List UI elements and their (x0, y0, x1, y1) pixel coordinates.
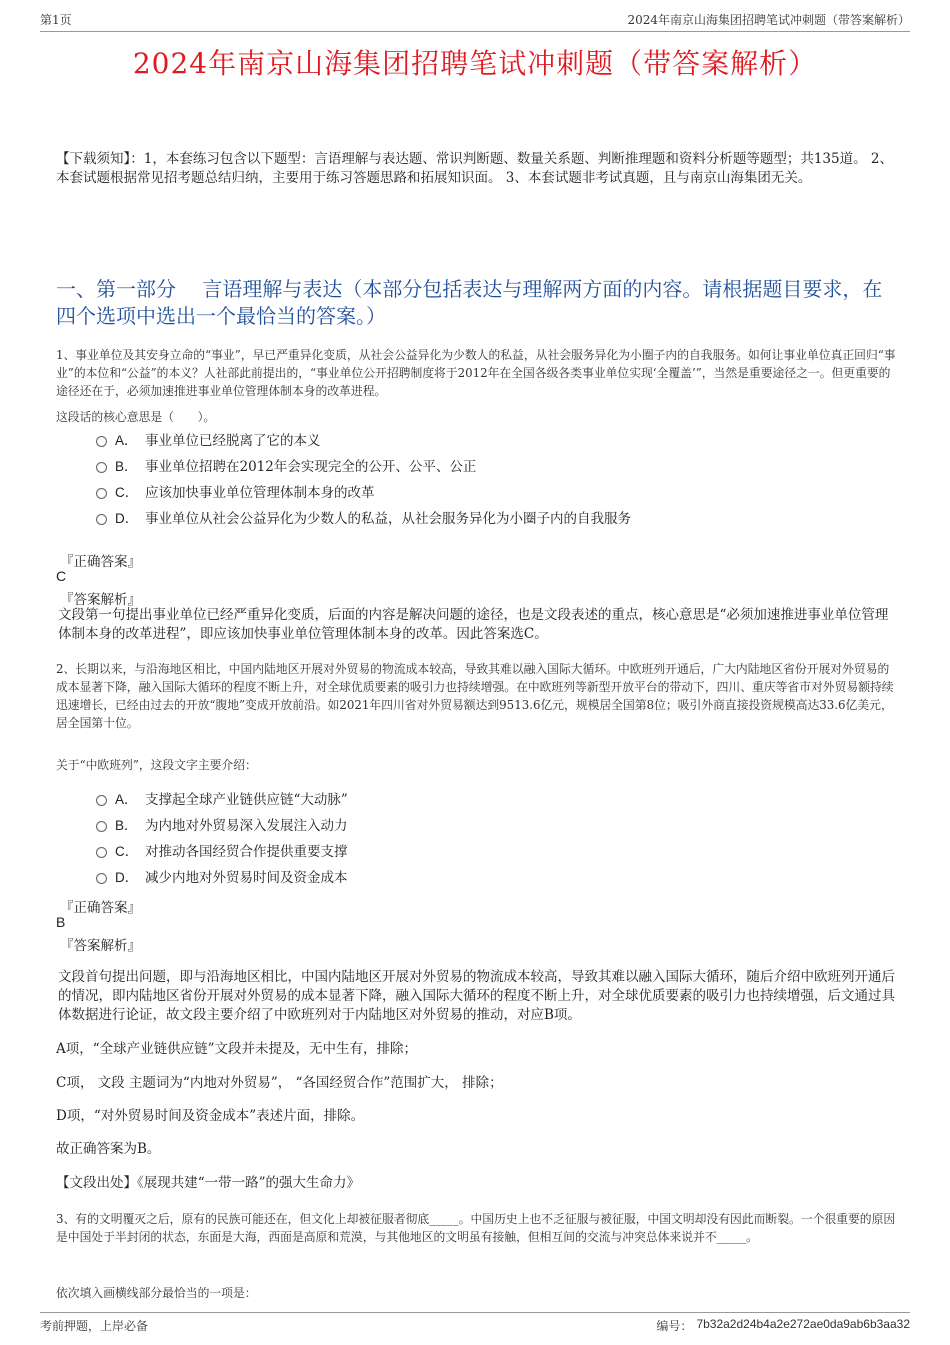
option-letter: A． (115, 433, 138, 448)
radio-button[interactable] (96, 514, 107, 525)
download-notice: 【下载须知】：1，本套练习包含以下题型：言语理解与表达题、常识判断题、数量关系题、判断推理题和资料分析题等题型；共135道。 2、本套试题根据常见招考题总结归纳，主要用于练习答题思路和拓展知识面。 3、本套试题非考试真题，且与南京山海集团无关。 (56, 151, 893, 186)
question-2-text: 2、长期以来，与沿海地区相比，中国内陆地区开展对外贸易的物流成本较高，导致其难以融入国际大循环。中欧班列开通后，广大内陆地区省份开展对外贸易的成本显著下降，融入国际大循环的程度不断上升，对全球优质要素的吸引力也持续增强。在中欧班列等新型开放平台的带动下，四川、重庆等省市对外贸易额持续迅速增长，已经由过去的开放“腹地”变成开放前沿。如2021年四川省对外贸易额达到9513.6亿元，规模居全国第8位；吸引外商直接投资规模高达33.6亿美元，居全国第十位。 (56, 662, 894, 730)
option-a[interactable] (96, 785, 896, 811)
option-letter: B． (115, 459, 138, 474)
radio-button[interactable] (96, 795, 107, 806)
option-c[interactable] (96, 478, 896, 504)
option-letter: B． (115, 818, 138, 833)
question-3-text: 3、有的文明覆灭之后，原有的民族可能还在，但文化上却被征服者彻底_____。中国历史上也不乏征服与被征服，中国文明却没有因此而断裂。一个很重要的原因是中国处于半封闭的状态，东面是大海，西面是高原和荒漠，与其他地区的文明虽有接触，但相互间的交流与冲突总体来说并不_____。 (56, 1212, 896, 1244)
radio-button[interactable] (96, 462, 107, 473)
radio-button[interactable] (96, 821, 107, 832)
footer-slogan: 考前押题，上岸必备 (40, 1318, 149, 1333)
option-d[interactable] (96, 863, 896, 889)
option-text: 事业单位招聘在2012年会实现完全的公开、公平、公正 (145, 459, 477, 475)
option-letter: D． (115, 511, 139, 526)
question-2-answer: B (56, 914, 66, 930)
question-1-answer-label: 『正确答案』 (60, 554, 141, 570)
option-text: 支撑起全球产业链供应链“大动脉” (145, 792, 348, 808)
radio-button[interactable] (96, 873, 107, 884)
option-letter: C． (115, 485, 139, 500)
question-2-note-a: A项，“全球产业链供应链”文段并未提及，无中生有，排除； (56, 1041, 418, 1057)
option-letter: D． (115, 870, 139, 885)
question-1-explanation: 文段第一句提出事业单位已经严重异化变质，后面的内容是解决问题的途径，也是文段表述的重点，核心意思是“必须加速推进事业单位管理体制本身的改革进程”，即应该加快事业单位管理体制本身的改革。因此答案选C。 (58, 607, 889, 642)
section-title: 一、第一部分 言语理解与表达（本部分包括表达与理解两方面的内容。请根据题目要求，在四个选项中选出一个最恰当的答案。） (56, 277, 883, 328)
footer-code-value: 7b32a2d24b4a2e272ae0da9ab6b3aa32 (696, 1316, 910, 1331)
option-text: 对推动各国经贸合作提供重要支撑 (145, 844, 348, 860)
option-d[interactable] (96, 504, 896, 530)
question-2-conclusion: 故正确答案为B。 (56, 1141, 161, 1157)
question-2-answer-label: 『正确答案』 (60, 900, 141, 916)
header-doc-title: 2024年南京山海集团招聘笔试冲刺题（带答案解析） (627, 13, 910, 27)
radio-button[interactable] (96, 436, 107, 447)
radio-button[interactable] (96, 847, 107, 858)
radio-button[interactable] (96, 488, 107, 499)
question-2-explanation: 文段首句提出问题，即与沿海地区相比，中国内陆地区开展对外贸易的物流成本较高，导致其难以融入国际大循环，随后介绍中欧班列开通后的情况，即内陆地区省份开展对外贸易的成本显著下降，融入国际大循环的程度不断上升，对全球优质要素的吸引力也持续增强，后文通过具体数据进行论证，故文段主要介绍了中欧班列对于内陆地区对外贸易的推动，对应B项。 (58, 969, 895, 1023)
question-1-options (96, 426, 896, 530)
question-2-options (96, 785, 896, 889)
question-2-note-d: D项，“对外贸易时间及资金成本”表述片面，排除。 (56, 1108, 365, 1124)
question-3-prompt: 依次填入画横线部分最恰当的一项是： (56, 1286, 257, 1300)
question-2-explain-label: 『答案解析』 (60, 938, 141, 954)
option-a[interactable] (96, 426, 896, 452)
question-2-source: 【文段出处】《展现共建“一带一路”的强大生命力》 (56, 1175, 361, 1191)
question-2-note-c: C项， 文段 主题词为“内地对外贸易”， “各国经贸合作”范围扩大， 排除； (56, 1075, 503, 1091)
option-text: 事业单位已经脱离了它的本义 (145, 433, 321, 449)
page-footer (40, 1312, 910, 1334)
option-text: 为内地对外贸易深入发展注入动力 (145, 818, 348, 834)
option-letter: A． (115, 792, 138, 807)
option-b[interactable] (96, 452, 896, 478)
option-letter: C． (115, 844, 139, 859)
page-header (40, 10, 910, 32)
page-title: 2024年南京山海集团招聘笔试冲刺题（带答案解析） (132, 47, 818, 80)
option-b[interactable] (96, 811, 896, 837)
question-1-answer: C (56, 568, 67, 584)
option-c[interactable] (96, 837, 896, 863)
question-2-prompt: 关于“中欧班列”，这段文字主要介绍： (56, 758, 257, 772)
question-1-prompt: 这段话的核心意思是（ ）。 (56, 410, 216, 424)
question-1-text: 1、事业单位及其安身立命的“事业”，早已严重异化变质，从社会公益异化为少数人的私益，从社会服务异化为小圈子内的自我服务。如何让事业单位真正回归“事业”的本位和“公益”的本义？人社部此前提出的，“事业单位公开招聘制度将于2012年在全国各级各类事业单位实现‘全覆盖’”，当然是重要途径之一。但更重要的途径还在于，必须加速推进事业单位管理体制本身的改革进程。 (56, 348, 896, 398)
page-number: 第1页 (40, 13, 72, 27)
footer-code (656, 1317, 910, 1334)
option-text: 事业单位从社会公益异化为少数人的私益，从社会服务异化为小圈子内的自我服务 (145, 511, 631, 527)
option-text: 减少内地对外贸易时间及资金成本 (145, 870, 348, 886)
question-1-explain-label: 『答案解析』 (60, 592, 141, 608)
option-text: 应该加快事业单位管理体制本身的改革 (145, 485, 375, 501)
footer-code-label: 编号： (656, 1318, 693, 1333)
